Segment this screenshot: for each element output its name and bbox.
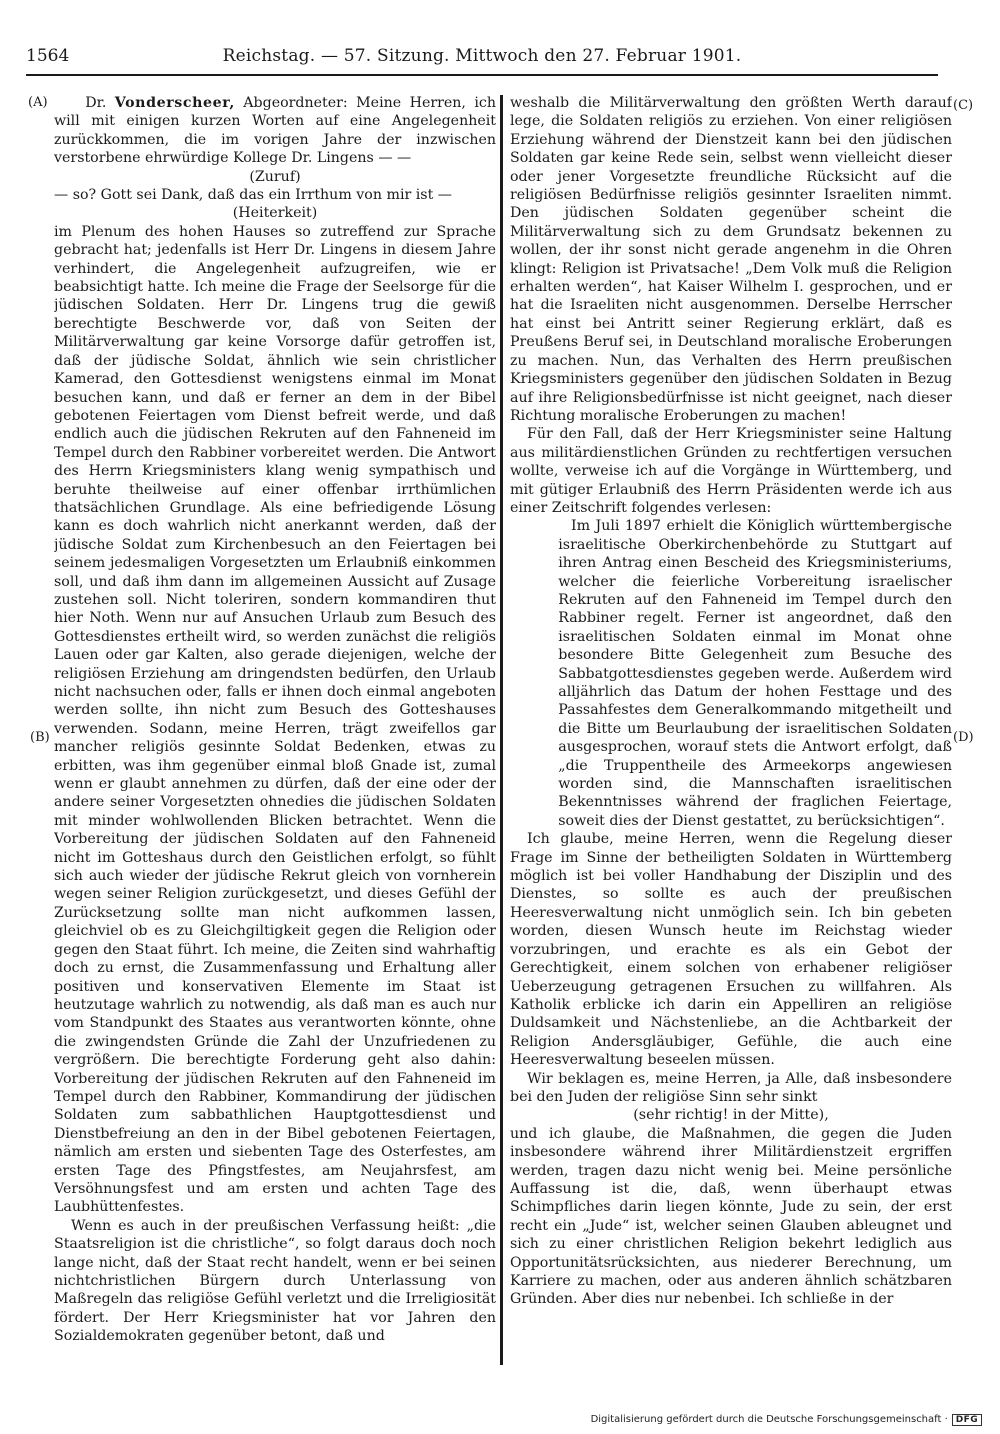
paragraph: im Plenum des hohen Hauses so zutreffend zur Sprache gebracht hat; jedenfalls ist Herr Dr. Lingens in diesem Jahre verhindert, die Angelegenheit aufzugreifen, wie er beabsichtigt hatte. Ich meine die Frage der Seelsorge für die jüdischen Soldaten. Herr Dr. Lingens trug die gewiß berechtigte Beschwerde vor, daß von Seiten der Militärverwaltung gar keine Vorsorge dafür getroffen ist, daß der jüdische Soldat, ähnlich wie sein christlicher Kamerad, den Gottesdienst wenigstens einmal im Monat besuchen kann, und daß er ferner an dem in der Bibel gebotenen Feiertagen vom Dienst befreit werde, und daß endlich auch die jüdischen Rekruten auf den Fahneneid im Tempel durch den Rabbiner vorbereitet werden. Die Antwort des Herrn Kriegsministers klang wenig sympathisch und beruhte theilweise auf einer offenbar irrthümlichen thatsächlichen Grundlage. Als eine befriedigende Lösung kann es doch wahrlich nicht anerkannt werden, daß der jüdische Soldat zum Kirchenbesuch an den Feiertagen bei seinem jedesmaligen Vorgesetzten um Erlaubniß einkommen soll, und daß ihm dann im allgemeinen Aussicht auf Zusage zustehen soll. Nicht toleriren, sondern kommandiren thut hier Noth. Wenn nur auf Ansuchen Urlaub zum Besuch des Gottesdienstes ertheilt wird, so werden zunächst die religiös Lauen oder gar Kalten, also gerade diejenigen, welche der religiösen Erziehung am dringendsten bedürfen, den Urlaub nicht nachsuchen oder, falls er ihnen doch einmal angeboten werden sollte, ihn nicht zum Besuch des Gotteshauses verwenden. Sodann, meine Herren, trägt zweifellos gar mancher religiös gesinnte Soldat Bedenken, etwas zu erbitten, was ihm gegenüber einmal bloß Gnade ist, zumal wenn er glaubt annehmen zu dürfen, daß der eine oder der andere seiner Vorgesetzten ohnedies die jüdischen Soldaten mit minder wohlwollenden Blicken betrachtet. Wenn die Vorbereitung der jüdischen Soldaten auf den Fahneneid nicht im Gotteshaus durch den Geistlichen erfolgt, so fühlt sich auch wieder der jüdische Rekrut gleich von vornherein wegen seiner Religion zurückgesetzt, und dieses Gefühl der Zurücksetzung sollte man nicht aufkommen lassen, gleichviel ob es zu Gleichgiltigkeit gegen die Religion oder gegen den Staat führt. Ich meine, die Zeiten sind wahrhaftig doch zu ernst, die Zusammenfassung und Erhaltung aller positiven und konservativen Elemente im Staat ist heutzutage wahrlich zu notwendig, als daß man es auch nur vom Standpunkt des Staates aus verantworten könnte, ohne die zwingendsten Gründe die Zahl der Unzufriedenen zu vergrößern. Die berechtigte Forderung geht also dahin: Vorbereitung der jüdischen Rekruten auf den Fahneneid im Tempel durch den Rabbiner, Kommandirung der jüdischen Soldaten zum sabbathlichen Hauptgottesdienst und Dienstbefreiung an den in der Bibel gebotenen Feiertagen, nämlich am ersten und siebenten Tage des Osterfestes, am ersten Tage des Pfingstfestes, am Neujahrsfest, am Versöhnungsfest und am ersten und achten Tage des Laubhüttenfestes. xyxy=(54,223,496,1216)
running-title: Reichstag. — 57. Sitzung. Mittwoch den 27. Februar 1901. xyxy=(222,46,742,66)
margin-mark-d: (D) xyxy=(953,730,974,745)
paragraph: Wenn es auch in der preußischen Verfassung heißt: „die Staatsreligion ist die christliche“, so folgt daraus doch noch lange nicht, daß der Staat recht handelt, wenn er bei seinen nichtchristlichen Bürgern durch Unterlassung von Maßregeln das religiöse Gefühl verletzt und die Irreligiosität fördert. Der Herr Kriegsminister hat vor Jahren den Sozialdemokraten gegenüber betont, daß und xyxy=(54,1217,496,1345)
dfg-logo: DFG xyxy=(952,1414,982,1426)
footer-credit-text: Digitalisierung gefördert durch die Deutsche Forschungsgemeinschaft · xyxy=(590,1414,948,1425)
block-quote: Im Juli 1897 erhielt die Königlich württembergische israelitische Oberkirchenbehörde zu Stuttgart auf ihren Antrag einen Bescheid des Kriegsministeriums, welcher die feierliche Vorbereitung israelischer Rekruten auf den Fahneneid im Tempel durch den Rabbiner regelt. Ferner ist angeordnet, daß den israelitischen Soldaten einmal im Monat ohne besondere Bitte Gelegenheit zum Besuche des Sabbatgottesdienstes gegeben werde. Außerdem wird alljährlich das Datum der hohen Festtage und des Passahfestes dem Generalkommando mitgetheilt und die Bitte um Beurlaubung der israelitischen Soldaten ausgesprochen, worauf stets die Antwort erfolgt, daß „die Truppentheile des Armeekorps angewiesen worden sind, die Mannschaften israelitischen Bekenntnisses während der fraglichen Feiertage, soweit dies der Dienst gestattet, zu berücksichtigen“. xyxy=(558,518,952,829)
paragraph: weshalb die Militärverwaltung den größten Werth darauf lege, die Soldaten religiös zu erziehen. Von einer religiösen Erziehung während der Dienstzeit kann bei den jüdischen Soldaten gar keine Rede sein, selbst wenn vielleicht dieser oder jener Vorgesetzte freundliche Rücksicht auf die religiösen Bedürfnisse religiös gesinnter Israeliten nimmt. Den jüdischen Soldaten gegenüber scheint die Militärverwaltung sich zu dem Grundsatz bekennen zu wollen, der ihr sonst nicht gerade angenehm in die Ohren klingt: Religion ist Privatsache! „Dem Volk muß die Religion erhalten werden“, hat Kaiser Wilhelm I. gesprochen, und er hat die Israeliten nicht ausgenommen. Derselbe Herrscher hat einst bei Antritt seiner Regierung erklärt, daß es Preußens Beruf sei, in Deutschland moralische Eroberungen zu machen. Nun, das Verhalten des Herrn preußischen Kriegsministers gegenüber den jüdischen Soldaten in Bezug auf ihre Religionsbedürfnisse ist nicht geeignet, nach dieser Richtung moralische Eroberungen zu machen! xyxy=(510,95,952,424)
speaker-name: Vonderscheer, xyxy=(114,95,235,111)
column-divider xyxy=(500,95,503,1365)
page-header xyxy=(26,46,938,72)
paragraph: Wir beklagen es, meine Herren, ja Alle, daß insbesondere bei den Juden der religiöse Sinn sehr sinkt xyxy=(510,1070,952,1105)
right-column xyxy=(510,94,952,1384)
speech-opening xyxy=(54,94,496,168)
interjection-sehr-richtig: (sehr richtig! in der Mitte), xyxy=(633,1107,829,1124)
paragraph: — so? Gott sei Dank, daß das ein Irrthum von mir ist — xyxy=(54,187,452,204)
speech-opening-text: Abgeordneter: Meine Herren, ich will mit einigen kurzen Worten auf eine Angelegenheit zurückkommen, die im vorigen Jahre der inzwischen verstorbene ehrwürdige Kollege Dr. Lingens — — xyxy=(54,95,496,167)
paragraph: Für den Fall, daß der Herr Kriegsminister seine Haltung aus militärdienstlichen Gründen zu rechtfertigen versuchen wollte, verweise ich auf die Vorgänge in Württemberg, und mit gütiger Erlaubniß des Herrn Präsidenten werde ich aus einer Zeitschrift folgendes verlesen: xyxy=(510,426,952,516)
left-column xyxy=(54,94,496,1384)
margin-mark-a: (A) xyxy=(28,95,48,110)
paragraph: und ich glaube, die Maßnahmen, die gegen die Juden insbesondere während ihrer Militärdienstzeit ergriffen werden, tragen dazu nicht wenig bei. Meine persönliche Auffassung ist die, daß, wenn überhaupt etwas Schimpfliches darin liegen könnte, Jude zu sein, der erst recht ein „Jude“ ist, welcher seinen Glauben ableugnet und sich zu einer christlichen Religion bekehrt lediglich aus Opportunitätsrücksichten, aus niederer Berechnung, um Karriere zu machen, oder aus anderen ähnlich schätzbaren Gründen. Aber dies nur nebenbei. Ich schließe in der xyxy=(510,1125,952,1308)
interjection-heiterkeit: (Heiterkeit) xyxy=(232,205,318,222)
margin-mark-c: (C) xyxy=(953,98,974,113)
header-rule xyxy=(26,74,938,76)
footer-credit xyxy=(591,1414,982,1426)
margin-mark-b: (B) xyxy=(30,730,50,745)
interjection-zuruf: (Zuruf) xyxy=(249,168,301,185)
paragraph: Ich glaube, meine Herren, wenn die Regelung dieser Frage im Sinne der betheiligten Soldaten in Württemberg möglich ist bei voller Handhabung der Disziplin und des Dienstes, so sollte es auch der preußischen Heeresverwaltung nicht unmöglich sein. Ich bin gebeten worden, diesen Wunsch heute im Reichstag wieder vorzubringen, und erachte es als ein Gebot der Gerechtigkeit, einem solchen von erhabener religiöser Ueberzeugung getragenen Ersuchen zu willfahren. Als Katholik erblicke ich darin ein Appelliren an religiöse Duldsamkeit und Nächstenliebe, an die Achtbarkeit der Religion Andersgläubiger, Gefühle, die auch eine Heeresverwaltung beseelen müssen. xyxy=(510,831,952,1069)
speaker-title: Dr. xyxy=(85,95,115,111)
page-number: 1564 xyxy=(26,46,70,66)
